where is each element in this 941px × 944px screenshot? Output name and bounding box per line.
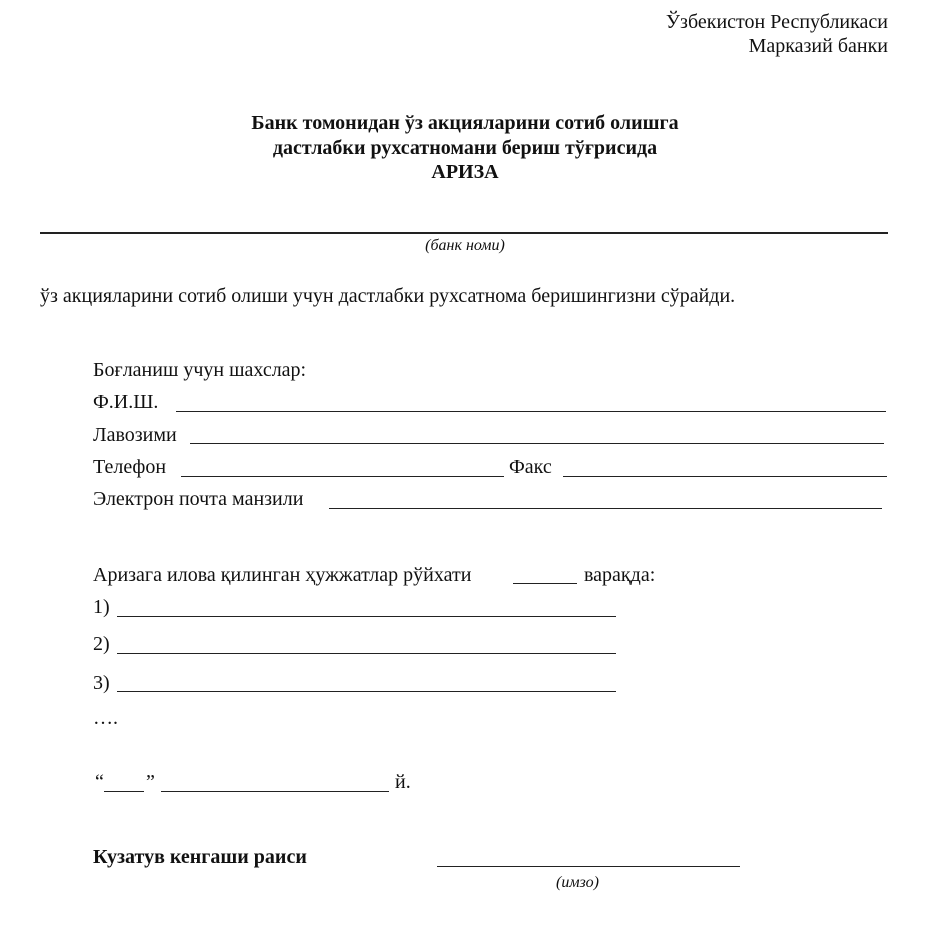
phone-field[interactable] xyxy=(181,476,504,477)
phone-label: Телефон xyxy=(93,456,167,478)
document-title: АРИЗА xyxy=(431,161,499,183)
fio-field[interactable] xyxy=(176,411,886,412)
request-sentence: ўз акцияларини сотиб олиши учун дастлабки рухсатнома беришингизни сўрайди. xyxy=(40,285,736,307)
title-line-1: Банк томонидан ўз акцияларини сотиб олишга xyxy=(251,112,679,134)
email-label: Электрон почта манзили xyxy=(93,488,304,510)
fio-label: Ф.И.Ш. xyxy=(93,391,159,413)
position-field[interactable] xyxy=(190,443,884,444)
attachment-number: 3) xyxy=(93,672,110,694)
attachments-heading: Аризага илова қилинган ҳужжатлар рўйхати xyxy=(93,564,472,586)
signature-caption: (имзо) xyxy=(556,874,599,891)
position-label: Лавозими xyxy=(93,424,177,446)
email-field[interactable] xyxy=(329,508,882,509)
fax-field[interactable] xyxy=(563,476,887,477)
date-day-field[interactable] xyxy=(104,791,144,792)
attachment-number: 2) xyxy=(93,633,110,655)
attachment-field-2[interactable] xyxy=(117,653,616,654)
attachments-pages-suffix: варақда: xyxy=(584,564,656,586)
header-line-1: Ўзбекистон Республикаси xyxy=(665,11,888,33)
date-open-quote: “ xyxy=(95,771,104,793)
header-line-2: Марказий банки xyxy=(748,35,888,57)
date-month-year-field[interactable] xyxy=(161,791,389,792)
title-line-2: дастлабки рухсатномани бериш тўғрисида xyxy=(272,137,658,159)
attachments-pages-field[interactable] xyxy=(513,583,577,584)
signatory-role: Кузатув кенгаши раиси xyxy=(93,846,307,868)
contacts-heading: Боғланиш учун шахслар: xyxy=(93,359,307,381)
attachment-number: 1) xyxy=(93,596,110,618)
signature-field[interactable] xyxy=(437,866,740,867)
attachment-field-1[interactable] xyxy=(117,616,616,617)
bank-name-line[interactable] xyxy=(40,232,888,234)
date-close-quote: ” xyxy=(146,771,155,793)
date-year-suffix: й. xyxy=(395,771,411,793)
attachments-ellipsis: …. xyxy=(93,707,118,729)
bank-name-caption: (банк номи) xyxy=(425,237,505,254)
attachment-field-3[interactable] xyxy=(117,691,616,692)
fax-label: Факс xyxy=(509,456,552,478)
